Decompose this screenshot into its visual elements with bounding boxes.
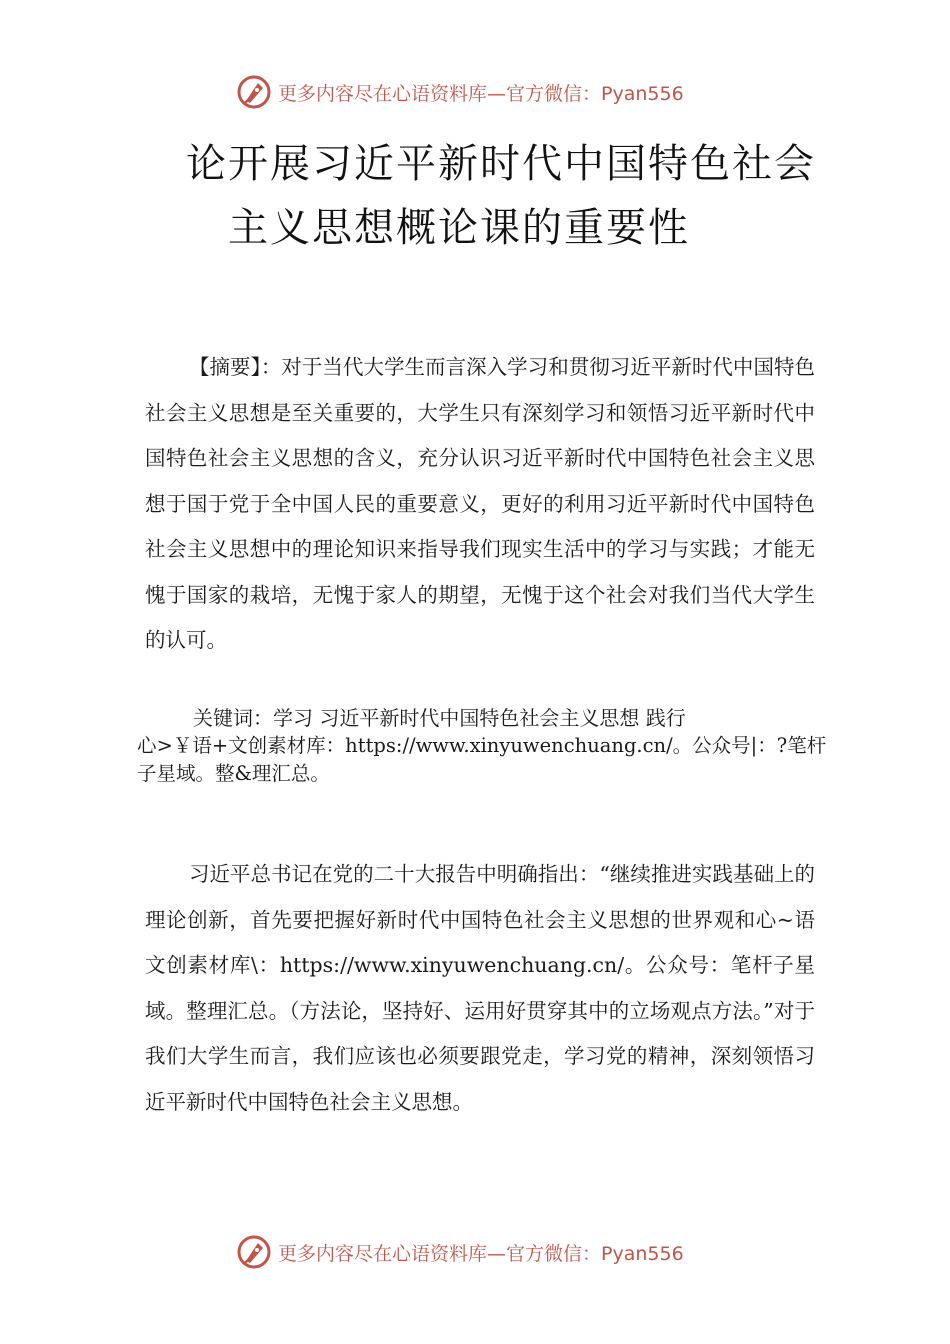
- header-banner: [236, 72, 684, 112]
- document-title-line-1: 论开展习近平新时代中国特色社会: [186, 141, 816, 187]
- document-title-line-2: 主义思想概论课的重要性: [228, 205, 690, 251]
- footer-banner-text: 更多内容尽在心语资料库—官方微信：Pyan556: [278, 1242, 684, 1265]
- pen-nib-circle-icon: [236, 74, 272, 110]
- keywords-line: 关键词：学习 习近平新时代中国特色社会主义思想 践行: [193, 706, 686, 730]
- footer-banner: [236, 1232, 684, 1272]
- source-watermark-note: 心>￥语+文创素材库：https://www.xinyuwenchuang.cn/。公众号|：?笔杆子星域。整&理汇总。: [137, 734, 827, 785]
- header-banner-text: 更多内容尽在心语资料库—官方微信：Pyan556: [278, 82, 684, 105]
- abstract-paragraph: 【摘要】：对于当代大学生而言深入学习和贯彻习近平新时代中国特色社会主义思想是至关重要的，大学生只有深刻学习和领悟习近平新时代中国特色社会主义思想的含义，充分认识习近平新时代中国特色社会主义思想于国于党于全中国人民的重要意义，更好的利用习近平新时代中国特色社会主义思想中的理论知识来指导我们现实生活中的学习与实践；才能无愧于国家的栽培，无愧于家人的期望，无愧于这个社会对我们当代大学生的认可。: [145, 355, 815, 652]
- body-paragraph: 习近平总书记在党的二十大报告中明确指出：“继续推进实践基础上的理论创新，首先要把握好新时代中国特色社会主义思想的世界观和心~语文创素材库\：https://www.xinyuwenchuang.cn/。公众号：笔杆子星域。整理汇总。（方法论，坚持好、运用好贯穿其中的立场观点方法。”对于我们大学生而言，我们应该也必须要跟党走，学习党的精神，深刻领悟习近平新时代中国特色社会主义思想。: [145, 862, 815, 1114]
- pen-nib-circle-icon: [236, 1234, 272, 1270]
